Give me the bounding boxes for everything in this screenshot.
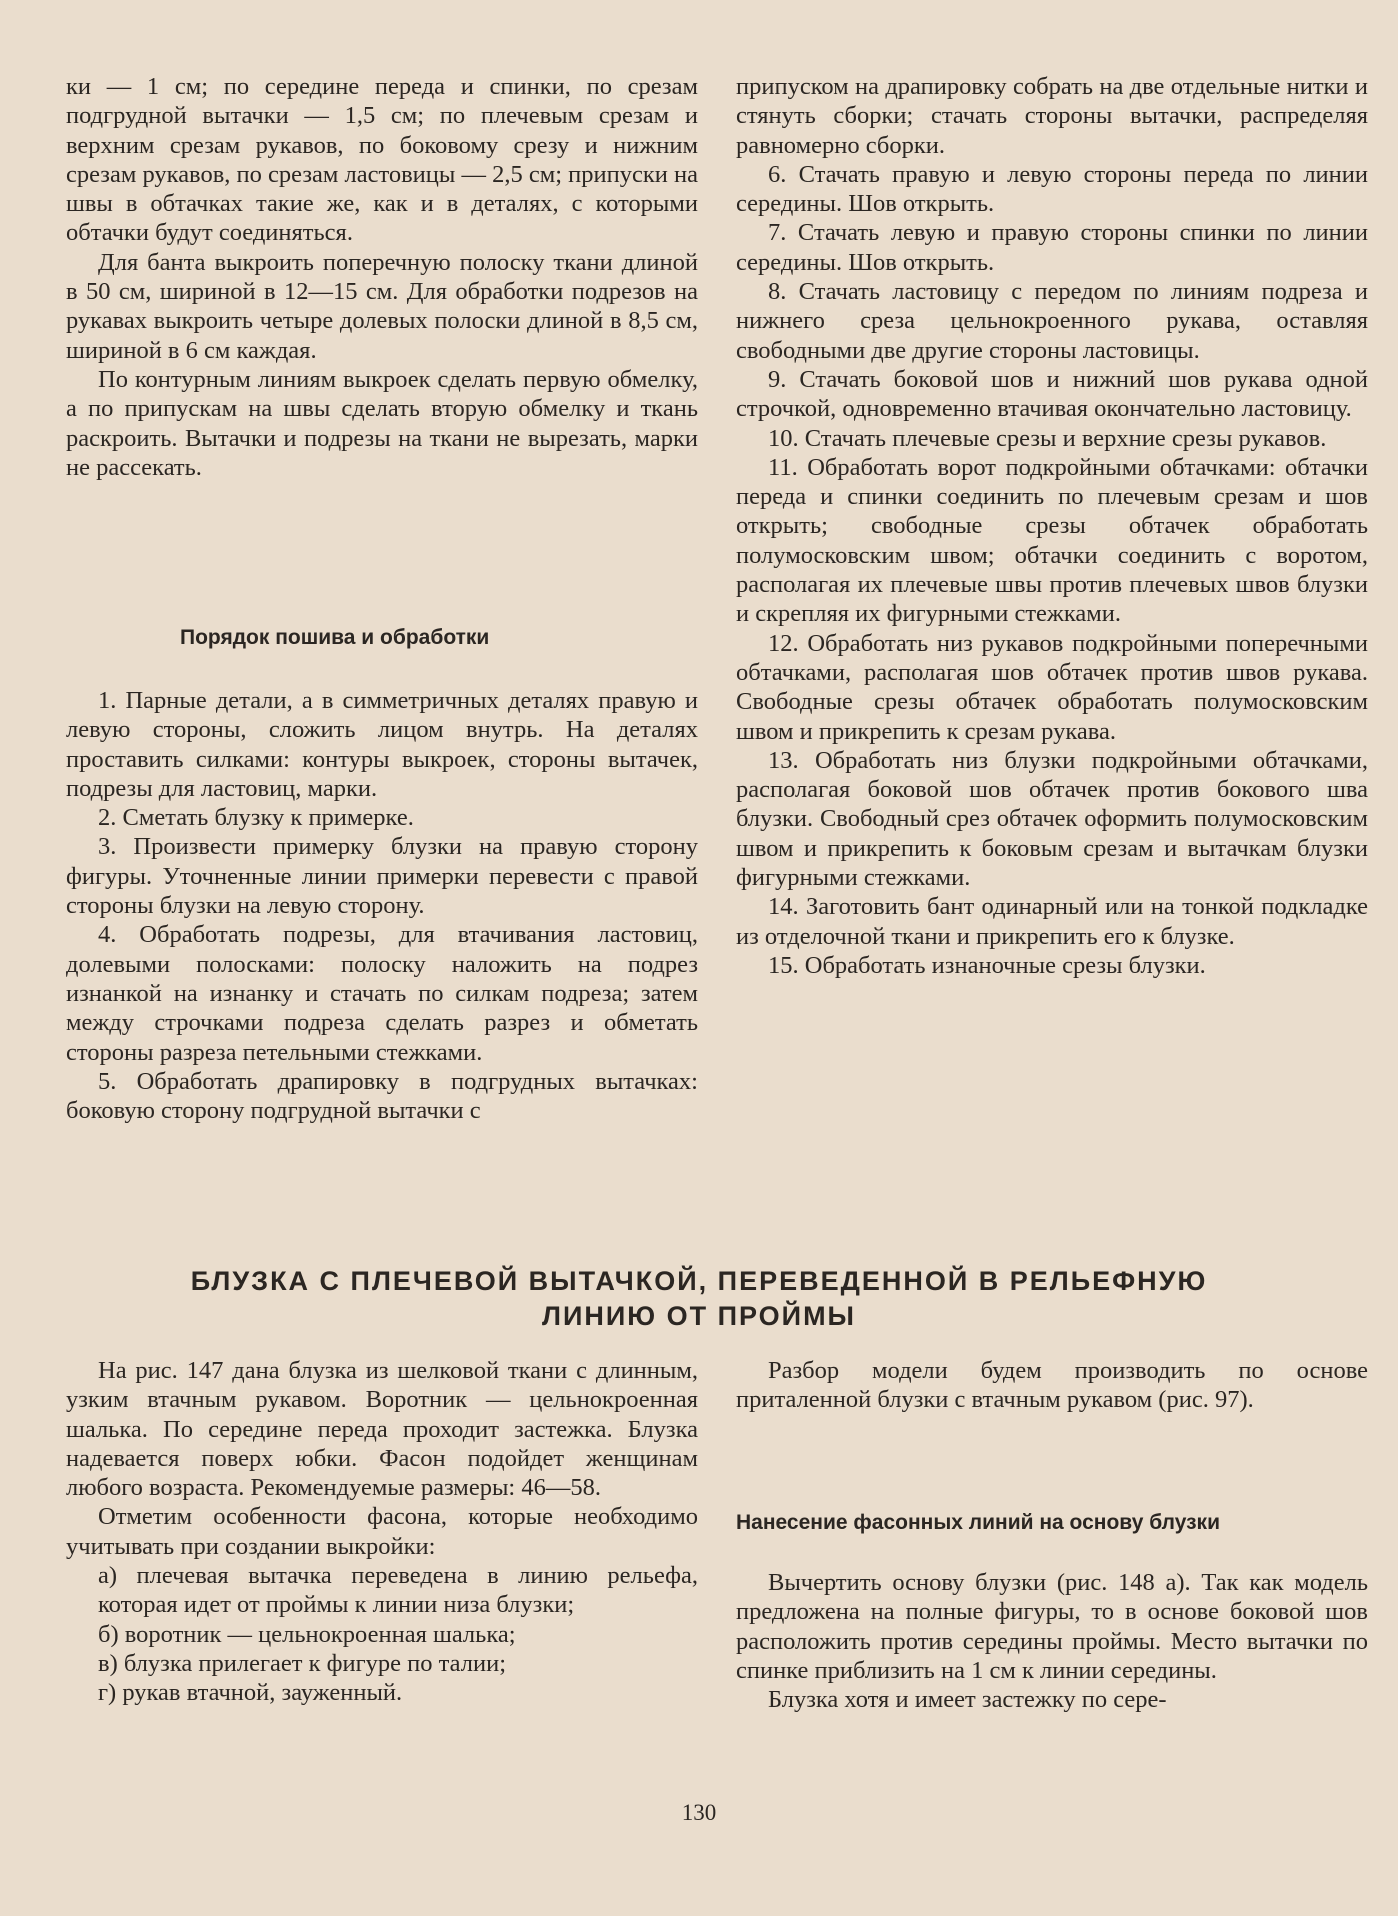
top-left-column [66,72,698,482]
step-item: 9. Стачать боковой шов и нижний шов рукава одной строчкой, одновременно втачивая окончательно ластовицу. [736,365,1368,423]
list-item: а) плечевая вытачка переведена в линию рельефа, которая идет от проймы к линии низа блузки; [98,1562,698,1619]
step-item: 2. Сметать блузку к примерке. [98,804,414,832]
step-item: 10. Стачать плечевые срезы и верхние срезы рукавов. [768,424,1327,452]
step-item: 11. Обработать ворот подкройными обтачками: обтачки переда и спинки соединить по плечевым срезам и шов открыть; свободные срезы обтачек обработать полумосковским швом; обтачки соединить с воротом, располагая их плечевые швы против плечевых швов блузки и скрепляя их фигурными стежками. [736,453,1368,628]
paragraph: На рис. 147 дана блузка из шелковой ткани с длинным, узким втачным рукавом. Воротник — цельнокроенная шалька. По середине переда проходит застежка. Блузка надевается поверх юбки. Фасон подойдет женщинам любого возраста. Рекомендуемые размеры: 46—58. [66,1357,698,1502]
section-title-line-2: ЛИНИЮ ОТ ПРОЙМЫ [542,1301,856,1331]
step-item: 4. Обработать подрезы, для втачивания ластовиц, долевыми полосками: полоску наложить на подрез изнанкой на изнанку и стачать по силкам подреза; затем между строчками подреза сделать разрез и обметать стороны разреза петельными стежками. [66,921,698,1066]
step-item: 6. Стачать правую и левую стороны переда по линии середины. Шов открыть. [736,160,1368,218]
sewing-steps-column [66,686,698,1125]
section-title-line-1: БЛУЗКА С ПЛЕЧЕВОЙ ВЫТАЧКОЙ, ПЕРЕВЕДЕННОЙ В РЕЛЬЕФНУЮ [190,1266,1208,1296]
top-right-column [736,72,1368,980]
bottom-left-column [66,1356,698,1708]
paragraph: Вычертить основу блузки (рис. 148 а). Так как модель предложена на полные фигуры, то в основе боковой шов расположить против середины проймы. Место вытачки по спинке приблизить на 1 см к линии середины. [736,1569,1368,1684]
paragraph: По контурным линиям выкроек сделать первую обмелку, а по припускам на швы сделать вторую обмелку и ткань раскроить. Вытачки и подрезы на ткани не вырезать, марки не рассекать. [66,365,698,481]
bottom-right-column-body [736,1568,1368,1714]
list-item: б) воротник — цельнокроенная шалька; [98,1620,516,1648]
section-heading-sewing-order: Порядок пошива и обработки [180,626,490,649]
step-item: 7. Стачать левую и правую стороны спинки по линии середины. Шов открыть. [736,219,1368,276]
section-title [0,1264,1398,1334]
paragraph: ки — 1 см; по середине переда и спинки, по срезам подгрудной вытачки — 1,5 см; по плечевым срезам и верхним срезам рукавов, по боковому срезу и нижним срезам рукавов, по срезам ластовицы — 2,5 см; припуски на швы в обтачках такие же, как и в деталях, с которыми обтачки будут соединяться. [66,73,698,247]
step-item: 3. Произвести примерку блузки на правую сторону фигуры. Уточненные линии примерки перевести с правой стороны блузки на левую сторону. [66,833,698,920]
step-item: 1. Парные детали, а в симметричных деталях правую и левую стороны, сложить лицом внутрь. На деталях проставить силками: контуры выкроек, стороны вытачек, подрезы для ластовиц, марки. [66,687,698,802]
list-item: г) рукав втачной, зауженный. [98,1679,403,1707]
bottom-right-column [736,1356,1368,1415]
section-heading-style-lines: Нанесение фасонных линий на основу блузки [736,1511,1220,1534]
paragraph: Блузка хотя и имеет застежку по сере- [768,1686,1167,1714]
step-item: 8. Стачать ластовицу с передом по линиям подреза и нижнего среза цельнокроенного рукава, оставляя свободными две другие стороны ластовицы. [736,278,1368,364]
step-item: 15. Обработать изнаночные срезы блузки. [768,951,1206,979]
step-item: 14. Заготовить бант одинарный или на тонкой подкладке из отделочной ткани и прикрепить его к блузке. [736,893,1368,950]
paragraph: припуском на драпировку собрать на две отдельные нитки и стянуть сборки; стачать стороны вытачки, распределяя равномерно сборки. [736,73,1368,159]
paragraph: Разбор модели будем производить по основе приталенной блузки с втачным рукавом (рис. 97). [736,1357,1368,1414]
page-number: 130 [681,1800,717,1825]
step-item: 5. Обработать драпировку в подгрудных вытачках: боковую сторону подгрудной вытачки с [66,1067,698,1125]
paragraph: Отметим особенности фасона, которые необходимо учитывать при создании выкройки: [66,1503,698,1560]
paragraph: Для банта выкроить поперечную полоску ткани длиной в 50 см, шириной в 12—15 см. Для обработки подрезов на рукавах выкроить четыре долевых полоски длиной в 8,5 см, шириной в 6 см каждая. [66,248,698,364]
step-item: 13. Обработать низ блузки подкройными обтачками, располагая боковой шов обтачек против бокового шва блузки. Свободный срез обтачек оформить полумосковским швом и прикрепить к боковым срезам и вытачкам блузки фигурными стежками. [736,746,1368,892]
list-item: в) блузка прилегает к фигуре по талии; [98,1649,506,1677]
step-item: 12. Обработать низ рукавов подкройными поперечными обтачками, располагая шов обтачек против швов рукава. Свободные срезы обтачек обработать полумосковским швом и прикрепить к срезам рукава. [736,629,1368,745]
